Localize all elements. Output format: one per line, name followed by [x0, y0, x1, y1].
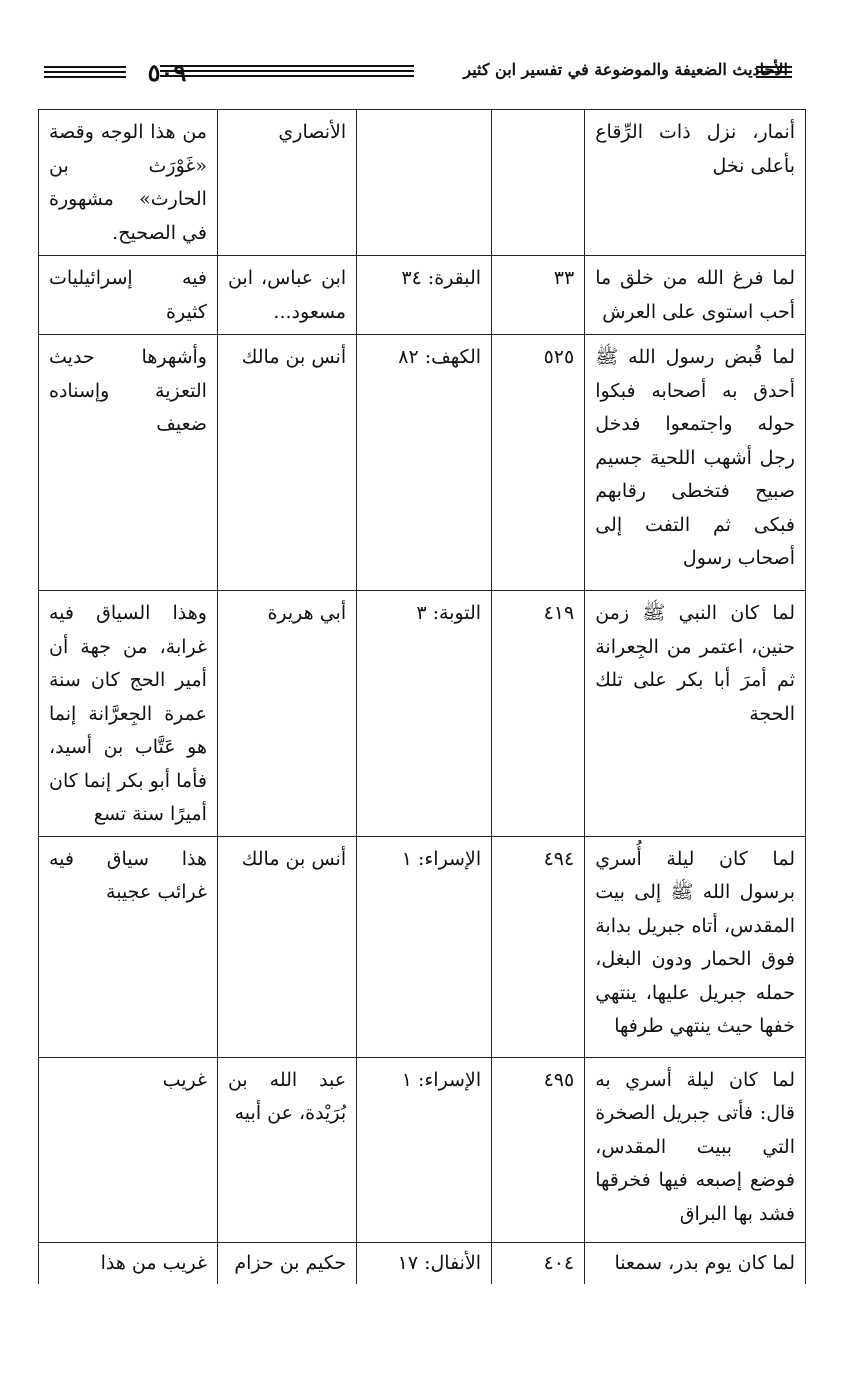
rule-right-2	[756, 71, 792, 73]
sura-verse-cell: الإسراء: ١	[357, 1057, 492, 1242]
sura-verse-cell	[357, 110, 492, 256]
hadith-number-cell: ٣٣	[492, 256, 585, 335]
table-row	[39, 591, 806, 837]
hadith-text-cell: لما كان النبي ﷺ زمن حنين، اعتمر من الجِعرانة ثم أمرَ أبا بكر على تلك الحجة	[585, 591, 806, 837]
sura-verse-cell: الأنفال: ١٧	[357, 1242, 492, 1284]
ruling-cell: وأشهرها حديث التعزية وإسناده ضعيف	[39, 335, 218, 591]
sura-verse-cell: التوبة: ٣	[357, 591, 492, 837]
narrator-cell: عبد الله بن بُرَيْدة، عن أبيه	[217, 1057, 356, 1242]
sura-verse-cell: البقرة: ٣٤	[357, 256, 492, 335]
hadith-table	[38, 109, 806, 1284]
narrator-cell: الأنصاري	[217, 110, 356, 256]
table-row	[39, 256, 806, 335]
ruling-cell: وهذا السياق فيه غرابة، من جهة أن أمير الحج كان سنة عمرة الجِعرَّانة إنما هو عَتَّاب بن أسيد، فأما أبو بكر إنما كان أميرًا سنة تسع	[39, 591, 218, 837]
rule-mid-1	[160, 65, 414, 67]
sura-verse-cell: الإسراء: ١	[357, 836, 492, 1057]
rule-left-3	[44, 76, 126, 78]
page-number: ٥٠٩	[147, 58, 187, 87]
hadith-number-cell: ٥٢٥	[492, 335, 585, 591]
narrator-cell: ابن عباس، ابن مسعود...	[217, 256, 356, 335]
rule-mid-2	[160, 70, 414, 72]
rule-mid-3	[160, 75, 414, 77]
table-row	[39, 1057, 806, 1242]
table-row	[39, 1242, 806, 1284]
table-row	[39, 836, 806, 1057]
hadith-text-cell: لما كان يوم بدر، سمعنا	[585, 1242, 806, 1284]
hadith-number-cell: ٤٠٤	[492, 1242, 585, 1284]
table-row	[39, 110, 806, 256]
running-header	[40, 56, 792, 86]
hadith-text-cell: لما كان ليلة أسري به قال: فأتى جبريل الصخرة التي ببيت المقدس، فوضع إصبعه فيها فخرقها فشد بها البراق	[585, 1057, 806, 1242]
hadith-text-cell: لما كان ليلة أُسري برسول الله ﷺ إلى بيت المقدس، أتاه جبريل بدابة فوق الحمار ودون البغل، حمله جبريل عليها، ينتهي خفها حيث ينتهي طرفها	[585, 836, 806, 1057]
narrator-cell: حكيم بن حزام	[217, 1242, 356, 1284]
hadith-text-cell: لما فرغ الله من خلق ما أحب استوى على العرش	[585, 256, 806, 335]
hadith-text-cell: أنمار، نزل ذات الرِّقاع بأعلى نخل	[585, 110, 806, 256]
narrator-cell: أبي هريرة	[217, 591, 356, 837]
rule-right-1	[756, 66, 792, 68]
table-row	[39, 335, 806, 591]
ruling-cell: فيه إسرائيليات كثيرة	[39, 256, 218, 335]
rule-left-2	[44, 71, 126, 73]
hadith-number-cell: ٤٩٥	[492, 1057, 585, 1242]
ruling-cell: غريب من هذا	[39, 1242, 218, 1284]
hadith-number-cell	[492, 110, 585, 256]
ruling-cell: غريب	[39, 1057, 218, 1242]
ruling-cell: من هذا الوجه وقصة «غَوْرَث بن الحارث» مشهورة في الصحيح.	[39, 110, 218, 256]
narrator-cell: أنس بن مالك	[217, 836, 356, 1057]
hadith-number-cell: ٤٩٤	[492, 836, 585, 1057]
ruling-cell: هذا سياق فيه غرائب عجيبة	[39, 836, 218, 1057]
running-title: الأحاديث الضعيفة والموضوعة في تفسير ابن كثير	[463, 60, 788, 79]
hadith-text-cell: لما قُبض رسول الله ﷺ أحدق به أصحابه فبكوا حوله واجتمعوا فدخل رجل أشهب اللحية جسيم صبيح فتخطى رقابهم فبكى ثم التفت إلى أصحاب رسول	[585, 335, 806, 591]
rule-right-3	[756, 76, 792, 78]
rule-left-1	[44, 66, 126, 68]
sura-verse-cell: الكهف: ٨٢	[357, 335, 492, 591]
hadith-number-cell: ٤١٩	[492, 591, 585, 837]
narrator-cell: أنس بن مالك	[217, 335, 356, 591]
